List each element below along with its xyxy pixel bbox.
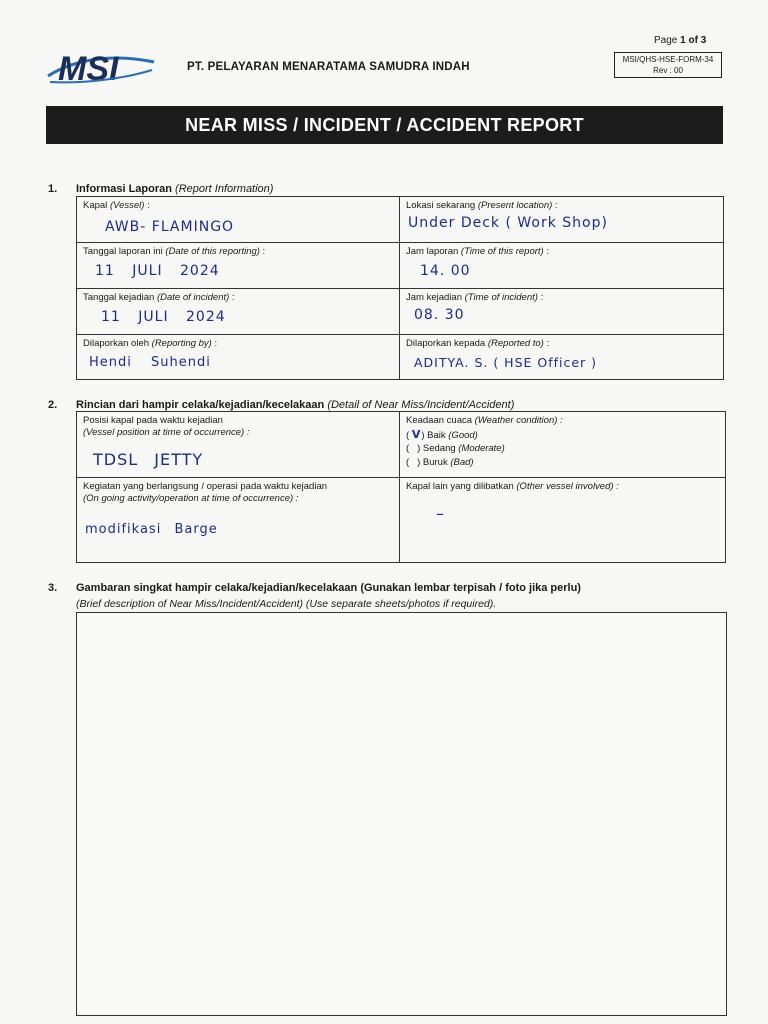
reported-to-cell [400,335,723,379]
company-name: PT. PELAYARAN MENARATAMA SAMUDRA INDAH [187,61,470,73]
logo-text: MSI [58,50,119,88]
reported-by-value[interactable]: Hendi Suhendi [89,355,211,370]
weather-option-good[interactable]: ( V) Baik (Good) [406,428,478,441]
reported-by-label: Dilaporkan oleh (Reporting by) : [83,338,218,349]
section1-number: 1. [48,183,58,195]
section2-title: Rincian dari hampir celaka/kejadian/kecelakaan (Detail of Near Miss/Incident/Accident) [76,399,515,411]
other-vessel-cell [400,478,725,562]
incident-time-label: Jam kejadian (Time of incident) : [406,292,544,303]
weather-check-mark: V [411,428,422,441]
vessel-value[interactable]: AWB- FLAMINGO [105,219,235,235]
report-info-table [76,196,724,380]
vessel-cell [77,197,400,243]
section3-subtitle: (Brief description of Near Miss/Incident/Accident) (Use separate sheets/photos if required). [76,598,497,610]
description-area[interactable] [76,612,727,1016]
report-time-cell [400,243,723,289]
incident-time-value[interactable]: 08. 30 [414,307,465,323]
report-date-value[interactable]: 11 JULI 2024 [95,263,220,279]
activity-label: Kegiatan yang berlangsung / operasi pada waktu kejadian (On going activity/operation at time of occurrence) : [83,481,328,504]
location-cell [400,197,723,243]
page-of: of [688,35,698,46]
other-vessel-label: Kapal lain yang dilibatkan (Other vessel involved) : [406,481,619,492]
activity-value[interactable]: modifikasi Barge [85,522,218,537]
page-label: Page [654,35,678,46]
vessel-label: Kapal (Vessel) : [83,200,150,211]
msi-logo [46,48,156,88]
section2-number: 2. [48,399,58,411]
incident-date-cell [77,289,400,335]
incident-detail-table [76,411,726,563]
position-value[interactable]: TDSL JETTY [93,450,204,469]
weather-label: Keadaan cuaca (Weather condition) : [406,415,563,426]
page-current: 1 [680,35,686,46]
reported-by-cell [77,335,400,379]
incident-date-value[interactable]: 11 JULI 2024 [101,309,226,325]
position-label: Posisi kapal pada waktu kejadian (Vessel position at time of occurrence) : [83,415,250,438]
incident-date-label: Tanggal kejadian (Date of incident) : [83,292,235,303]
location-label: Lokasi sekarang (Present location) : [406,200,558,211]
incident-time-cell [400,289,723,335]
section1-title: Informasi Laporan (Report Information) [76,183,274,195]
report-date-cell [77,243,400,289]
revision: Rev : 00 [653,66,683,75]
weather-option-moderate[interactable]: ( ) Sedang (Moderate) [406,443,505,454]
form-code: MSI/QHS-HSE-FORM-34 [622,55,714,64]
report-time-label: Jam laporan (Time of this report) : [406,246,549,257]
report-title: NEAR MISS / INCIDENT / ACCIDENT REPORT [46,106,723,144]
weather-cell [400,412,725,478]
report-date-label: Tanggal laporan ini (Date of this reporting) : [83,246,266,257]
section3-number: 3. [48,582,58,594]
page-total: 3 [700,35,707,46]
report-time-value[interactable]: 14. 00 [420,263,471,279]
section3-title: Gambaran singkat hampir celaka/kejadian/kecelakaan (Gunakan lembar terpisah / foto jika perlu) [76,582,581,594]
form-code-box [614,52,722,78]
weather-option-bad[interactable]: ( ) Buruk (Bad) [406,457,474,468]
reported-to-value[interactable]: ADITYA. S. ( HSE Officer ) [414,355,598,370]
location-value[interactable]: Under Deck ( Work Shop) [408,215,608,231]
activity-cell [77,478,400,562]
position-cell [77,412,400,478]
page-indicator [654,35,706,46]
other-vessel-value[interactable]: – [436,504,445,523]
reported-to-label: Dilaporkan kepada (Reported to) : [406,338,550,349]
